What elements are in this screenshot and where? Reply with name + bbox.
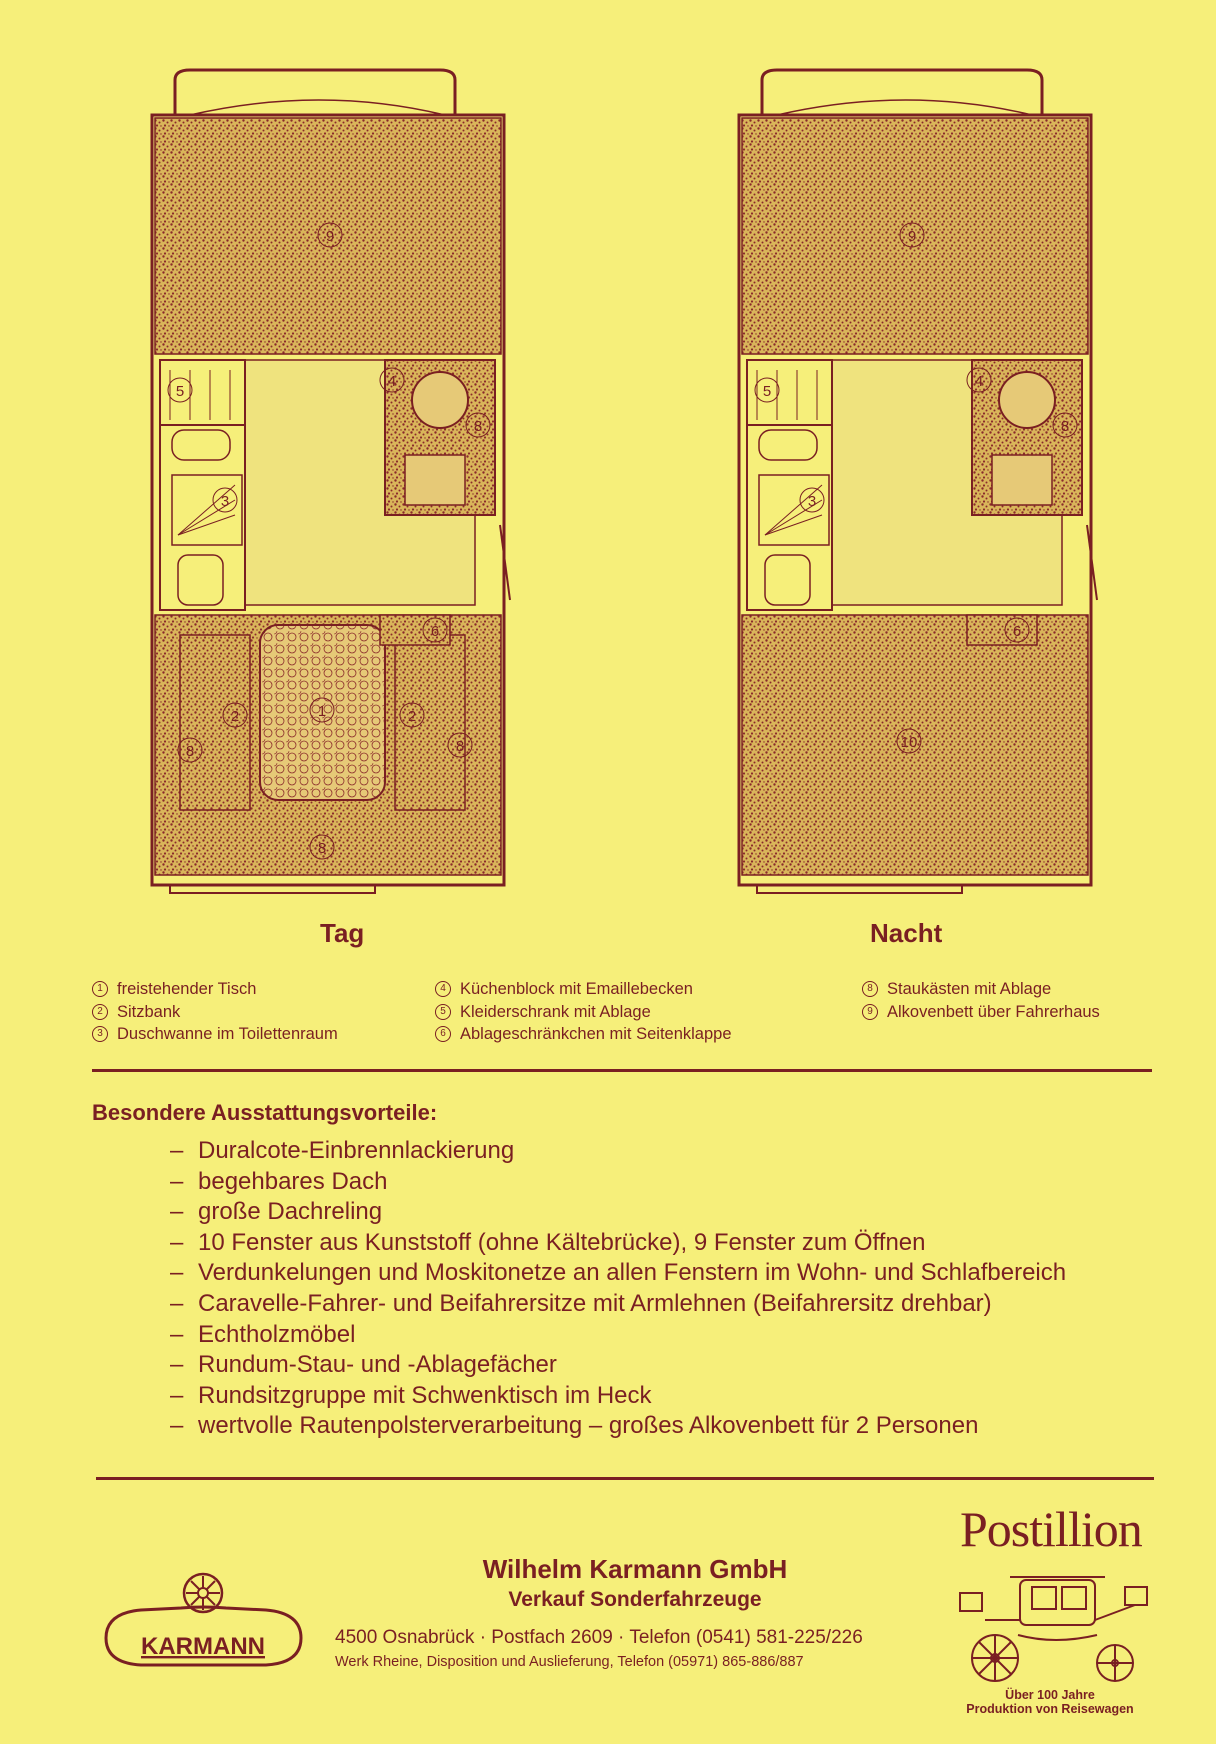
svg-text:3: 3 [220,493,230,510]
svg-text:8: 8 [185,743,195,760]
svg-text:KARMANN: KARMANN [141,1633,265,1660]
company-plant: Werk Rheine, Disposition und Auslieferung, Telefon (05971) 865-886/887 [335,1654,804,1670]
legend-item: 5 Kleiderschrank mit Ablage [435,1001,732,1024]
floor-plan-night [717,55,1117,905]
feature-item: – Verdunkelungen und Moskitonetze an allen Fenstern im Wohn- und Schlafbereich [170,1259,1067,1287]
company-info [335,1553,935,1673]
feature-item: – Duralcote-Einbrennlackierung [170,1137,515,1164]
svg-text:4: 4 [974,373,984,390]
svg-text:8: 8 [317,840,327,857]
legend-item: 2 Sitzbank [92,1001,338,1024]
feature-item: – Echtholzmöbel [170,1320,356,1348]
karmann-logo [96,1568,311,1678]
legend-column-3 [862,978,1100,1023]
svg-text:2: 2 [230,708,240,725]
floor-plan-day [130,55,530,905]
svg-text:8: 8 [1060,418,1070,435]
carriage-illustration [940,1495,1160,1695]
svg-text:3: 3 [807,493,817,510]
divider [96,1477,1154,1480]
features-list [170,1136,1066,1442]
legend-item: 8 Staukästen mit Ablage [862,978,1100,1001]
svg-text:5: 5 [175,383,185,400]
feature-item: – Rundum-Stau- und -Ablagefächer [170,1351,557,1379]
divider [92,1069,1152,1072]
feature-item: – begehbares Dach [170,1167,388,1195]
legend-item: 6 Ablageschränkchen mit Seitenklappe [435,1023,732,1046]
svg-text:9: 9 [907,228,917,245]
legend-item: 1 freistehender Tisch [92,978,338,1001]
svg-text:4: 4 [387,373,397,390]
legend-item: 9 Alkovenbett über Fahrerhaus [862,1001,1100,1024]
legend-item: 4 Küchenblock mit Emaillebecken [435,978,732,1001]
feature-item: – große Dachreling [170,1198,383,1226]
legend-column-1 [92,978,338,1046]
svg-text:6: 6 [430,623,440,640]
company-dept: Verkauf Sonderfahrzeuge [508,1588,762,1611]
caption-day: Tag [320,918,365,948]
caption-night: Nacht [870,918,943,948]
features-title: Besondere Ausstattungsvorteile: [92,1100,438,1125]
svg-text:8: 8 [473,418,483,435]
svg-text:8: 8 [455,738,465,755]
svg-text:6: 6 [1012,623,1022,640]
feature-item: – 10 Fenster aus Kunststoff (ohne Kältebrücke), 9 Fenster zum Öffnen [170,1228,926,1256]
legend-item: 3 Duschwanne im Toilettenraum [92,1023,338,1046]
company-name: Wilhelm Karmann GmbH [482,1554,788,1584]
svg-text:10: 10 [900,734,918,751]
svg-text:9: 9 [325,228,335,245]
postillion-wordmark: Postillion [960,1501,1142,1557]
svg-text:1: 1 [317,703,327,720]
svg-text:5: 5 [762,383,772,400]
feature-item: – Rundsitzgruppe mit Schwenktisch im Heck [170,1381,652,1409]
company-address: 4500 Osnabrück · Postfach 2609 · Telefon (0541) 581-225/226 [335,1627,863,1648]
feature-item: – Caravelle-Fahrer- und Beifahrersitze mit Armlehnen (Beifahrersitz drehbar) [170,1289,992,1317]
legend-column-2 [435,978,732,1046]
brand-tagline: Über 100 Jahre Produktion von Reisewagen [966,1688,1134,1716]
svg-text:2: 2 [407,708,417,725]
feature-item: – wertvolle Rautenpolsterverarbeitung – großes Alkovenbett für 2 Personen [170,1412,979,1440]
